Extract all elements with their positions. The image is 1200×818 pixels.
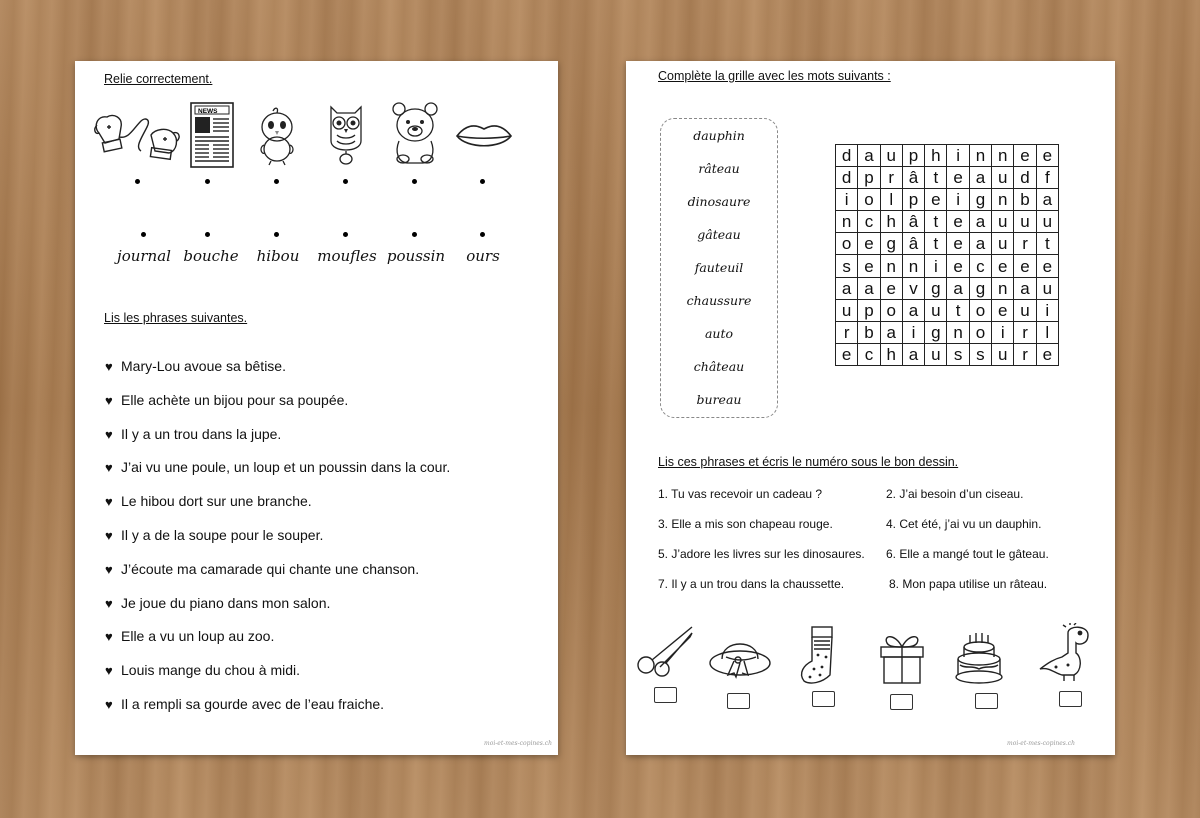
grid-cell[interactable]: i [992, 321, 1014, 343]
grid-cell[interactable]: e [1014, 145, 1036, 167]
grid-heading: Complète la grille avec les mots suivants : [658, 69, 891, 83]
word-grid [835, 144, 1059, 366]
match-dot-bottom[interactable] [343, 232, 348, 237]
list-item: chaussure [686, 293, 752, 308]
list-item: dinosaure [687, 194, 751, 209]
grid-cell[interactable]: n [969, 145, 991, 167]
grid-cell[interactable]: b [1014, 189, 1036, 211]
grid-cell[interactable]: h [880, 343, 902, 365]
match-dot-top[interactable] [343, 179, 348, 184]
grid-cell[interactable]: d [1014, 167, 1036, 189]
question-text: 6. Elle a mangé tout le gâteau. [886, 547, 1049, 561]
grid-cell[interactable]: n [947, 321, 969, 343]
grid-cell[interactable]: t [947, 299, 969, 321]
grid-cell[interactable]: a [858, 145, 880, 167]
question-text: 8. Mon papa utilise un râteau. [889, 577, 1048, 591]
question-text: 7. Il y a un trou dans la chaussette. [658, 577, 845, 591]
match-dot-bottom[interactable] [480, 232, 485, 237]
grid-row [836, 167, 1059, 189]
grid-cell[interactable]: o [969, 321, 991, 343]
match-word: ours [466, 247, 500, 265]
grid-cell[interactable]: l [1036, 321, 1058, 343]
grid-cell[interactable]: u [992, 343, 1014, 365]
list-item [105, 626, 450, 660]
grid-cell[interactable]: u [992, 167, 1014, 189]
grid-cell[interactable]: u [1036, 277, 1058, 299]
answer-box[interactable] [654, 687, 677, 703]
answer-box[interactable] [975, 693, 998, 709]
footer-credit: moi-et-mes-copines.ch [484, 740, 552, 747]
grid-cell[interactable]: c [858, 211, 880, 233]
match-word: hibou [256, 247, 300, 265]
grid-cell[interactable]: r [1014, 233, 1036, 255]
mittens-icon [89, 109, 185, 165]
word-list [660, 118, 778, 418]
grid-cell[interactable]: a [1036, 189, 1058, 211]
grid-cell[interactable]: a [836, 277, 858, 299]
answer-box[interactable] [1059, 691, 1082, 707]
gift-icon [877, 627, 927, 685]
heart-icon: ♥ [105, 494, 113, 510]
grid-cell[interactable]: n [880, 255, 902, 277]
grid-cell[interactable]: u [1014, 211, 1036, 233]
grid-row [836, 321, 1059, 343]
grid-cell[interactable]: e [947, 167, 969, 189]
grid-row [836, 255, 1059, 277]
sentence-text: J’ai vu une poule, un loup et un poussin dans la cour. [121, 459, 451, 476]
question-text: 4. Cet été, j’ai vu un dauphin. [886, 517, 1042, 531]
list-item: auto [704, 326, 734, 341]
grid-cell[interactable]: e [1036, 343, 1058, 365]
match-dot-top[interactable] [480, 179, 485, 184]
bear-icon [389, 101, 441, 167]
grid-cell[interactable]: p [902, 189, 924, 211]
list-item: château [693, 359, 745, 374]
heart-icon: ♥ [105, 426, 113, 442]
questions-heading: Lis ces phrases et écris le numéro sous le bon dessin. [658, 455, 959, 469]
grid-cell[interactable]: e [947, 233, 969, 255]
grid-cell[interactable]: p [902, 145, 924, 167]
sentence-text: Mary-Lou avoue sa bêtise. [121, 358, 286, 374]
grid-cell[interactable]: t [925, 211, 947, 233]
grid-cell[interactable]: h [880, 211, 902, 233]
footer-credit: moi-et-mes-copines.ch [1007, 740, 1075, 747]
match-word: journal [117, 247, 171, 265]
list-item: dauphin [693, 128, 745, 143]
grid-cell[interactable]: o [858, 189, 880, 211]
lips-icon [455, 119, 513, 153]
grid-cell[interactable]: g [925, 321, 947, 343]
grid-cell[interactable]: r [880, 167, 902, 189]
grid-row [836, 277, 1059, 299]
grid-cell[interactable]: d [836, 167, 858, 189]
grid-cell[interactable]: u [836, 299, 858, 321]
grid-cell[interactable]: i [1036, 299, 1058, 321]
grid-cell[interactable]: e [880, 277, 902, 299]
list-item [105, 559, 450, 593]
list-item [105, 491, 450, 525]
grid-cell[interactable]: i [902, 321, 924, 343]
grid-cell[interactable]: e [1036, 255, 1058, 277]
heart-icon: ♥ [105, 696, 113, 712]
grid-cell[interactable]: r [836, 321, 858, 343]
heart-icon: ♥ [105, 460, 113, 476]
match-heading: Relie correctement. [104, 72, 213, 86]
grid-cell[interactable]: o [880, 299, 902, 321]
grid-cell[interactable]: e [1014, 255, 1036, 277]
grid-cell[interactable]: p [858, 167, 880, 189]
grid-cell[interactable]: n [992, 145, 1014, 167]
question-text: 2. J’ai besoin d’un ciseau. [886, 487, 1024, 501]
grid-cell[interactable]: g [925, 277, 947, 299]
owl-icon [323, 101, 369, 167]
grid-cell[interactable]: e [858, 255, 880, 277]
sentence-text: Je joue du piano dans mon salon. [121, 594, 331, 611]
grid-cell[interactable]: e [992, 299, 1014, 321]
grid-row [836, 145, 1059, 167]
grid-cell[interactable]: s [969, 343, 991, 365]
grid-cell[interactable]: a [969, 167, 991, 189]
list-item: gâteau [697, 227, 741, 242]
grid-cell[interactable]: r [1014, 321, 1036, 343]
grid-cell[interactable]: u [925, 343, 947, 365]
scissors-icon [636, 623, 696, 679]
match-word: poussin [386, 247, 446, 265]
worksheet-right [626, 61, 1115, 755]
list-item [105, 457, 450, 491]
grid-cell[interactable]: i [947, 145, 969, 167]
heart-icon: ♥ [105, 392, 113, 408]
match-dot-top[interactable] [412, 179, 417, 184]
grid-cell[interactable]: u [992, 211, 1014, 233]
list-item [105, 593, 450, 627]
grid-cell[interactable]: h [925, 145, 947, 167]
grid-cell[interactable]: t [925, 233, 947, 255]
dinosaur-icon [1038, 623, 1094, 685]
grid-cell[interactable]: u [925, 299, 947, 321]
heart-icon: ♥ [105, 359, 113, 374]
grid-cell[interactable]: t [1036, 233, 1058, 255]
grid-cell[interactable]: a [858, 277, 880, 299]
heart-icon: ♥ [105, 629, 113, 645]
grid-cell[interactable]: u [1014, 299, 1036, 321]
answer-box[interactable] [812, 691, 835, 707]
match-dot-top[interactable] [135, 179, 140, 184]
grid-cell[interactable]: i [947, 189, 969, 211]
grid-cell[interactable]: e [858, 233, 880, 255]
grid-cell[interactable]: o [969, 299, 991, 321]
grid-cell[interactable]: s [947, 343, 969, 365]
match-dot-top[interactable] [274, 179, 279, 184]
grid-cell[interactable]: a [880, 321, 902, 343]
grid-cell[interactable]: r [1014, 343, 1036, 365]
grid-cell[interactable]: u [880, 145, 902, 167]
match-word: bouche [183, 247, 239, 265]
newspaper-icon [187, 101, 237, 169]
sock-icon [796, 625, 840, 687]
grid-row [836, 299, 1059, 321]
grid-cell[interactable]: i [925, 255, 947, 277]
grid-cell[interactable]: u [1036, 211, 1058, 233]
grid-cell[interactable]: d [836, 145, 858, 167]
grid-cell[interactable]: i [836, 189, 858, 211]
grid-cell[interactable]: n [902, 255, 924, 277]
match-dot-bottom[interactable] [141, 232, 146, 237]
heart-icon: ♥ [105, 527, 113, 543]
grid-cell[interactable]: â [902, 211, 924, 233]
match-dot-bottom[interactable] [274, 232, 279, 237]
match-dot-bottom[interactable] [205, 232, 210, 237]
grid-cell[interactable]: â [902, 167, 924, 189]
sentence-list [105, 356, 450, 728]
grid-cell[interactable]: a [969, 211, 991, 233]
grid-cell[interactable]: n [992, 277, 1014, 299]
heart-icon: ♥ [105, 561, 113, 577]
sentence-text: Louis mange du chou à midi. [121, 662, 300, 679]
list-item [105, 525, 450, 559]
grid-cell[interactable]: b [858, 321, 880, 343]
match-word: moufles [317, 247, 377, 265]
grid-cell[interactable]: a [902, 343, 924, 365]
list-item [105, 424, 450, 458]
grid-row [836, 211, 1059, 233]
grid-cell[interactable]: o [836, 233, 858, 255]
hat-icon [708, 629, 772, 683]
sentence-text: Il y a un trou dans la jupe. [121, 425, 282, 442]
grid-cell[interactable]: u [992, 233, 1014, 255]
sentence-text: Il y a de la soupe pour le souper. [121, 526, 324, 543]
grid-cell[interactable]: a [969, 233, 991, 255]
grid-cell[interactable]: a [947, 277, 969, 299]
grid-row [836, 233, 1059, 255]
question-text: 1. Tu vas recevoir un cadeau ? [658, 487, 823, 501]
newspaper-label: NEWS [198, 108, 218, 115]
grid-cell[interactable]: n [836, 211, 858, 233]
sentence-text: J’écoute ma camarade qui chante une chanson. [121, 560, 420, 577]
grid-cell[interactable]: l [880, 189, 902, 211]
heart-icon: ♥ [105, 595, 113, 611]
grid-row [836, 189, 1059, 211]
grid-cell[interactable]: g [880, 233, 902, 255]
grid-cell[interactable]: â [902, 233, 924, 255]
chick-icon [255, 105, 299, 167]
grid-cell[interactable]: a [1014, 277, 1036, 299]
grid-cell[interactable]: e [947, 255, 969, 277]
sentence-text: Elle achète un bijou pour sa poupée. [121, 391, 349, 408]
worksheet-left [75, 61, 558, 755]
grid-cell[interactable]: e [1036, 145, 1058, 167]
list-item [105, 660, 450, 694]
grid-cell[interactable]: c [969, 255, 991, 277]
answer-box[interactable] [727, 693, 750, 709]
grid-cell[interactable]: s [836, 255, 858, 277]
grid-cell[interactable]: f [1036, 167, 1058, 189]
list-item: râteau [698, 161, 740, 176]
question-text: 5. J’adore les livres sur les dinosaures. [658, 547, 865, 561]
match-dot-bottom[interactable] [412, 232, 417, 237]
list-item [105, 356, 450, 390]
grid-cell[interactable]: e [992, 255, 1014, 277]
list-item [105, 390, 450, 424]
grid-row [836, 343, 1059, 365]
grid-cell[interactable]: a [902, 299, 924, 321]
list-item: fauteuil [694, 260, 744, 275]
grid-cell[interactable]: e [925, 189, 947, 211]
read-heading: Lis les phrases suivantes. [104, 311, 248, 325]
sentence-text: Le hibou dort sur une branche. [121, 493, 312, 510]
list-item [105, 694, 450, 728]
grid-cell[interactable]: v [902, 277, 924, 299]
grid-cell[interactable]: n [992, 189, 1014, 211]
heart-icon: ♥ [105, 663, 113, 679]
list-item: bureau [696, 392, 742, 407]
grid-cell[interactable]: t [925, 167, 947, 189]
sentence-text: Il a rempli sa gourde avec de l’eau fraiche. [121, 695, 385, 712]
grid-cell[interactable]: e [947, 211, 969, 233]
sentence-text: Elle a vu un loup au zoo. [121, 628, 275, 645]
question-text: 3. Elle a mis son chapeau rouge. [658, 517, 833, 531]
grid-cell[interactable]: g [969, 277, 991, 299]
answer-box[interactable] [890, 694, 913, 710]
cake-icon [954, 629, 1004, 685]
grid-cell[interactable]: p [858, 299, 880, 321]
grid-cell[interactable]: c [858, 343, 880, 365]
match-dot-top[interactable] [205, 179, 210, 184]
grid-cell[interactable]: e [836, 343, 858, 365]
grid-cell[interactable]: g [969, 189, 991, 211]
